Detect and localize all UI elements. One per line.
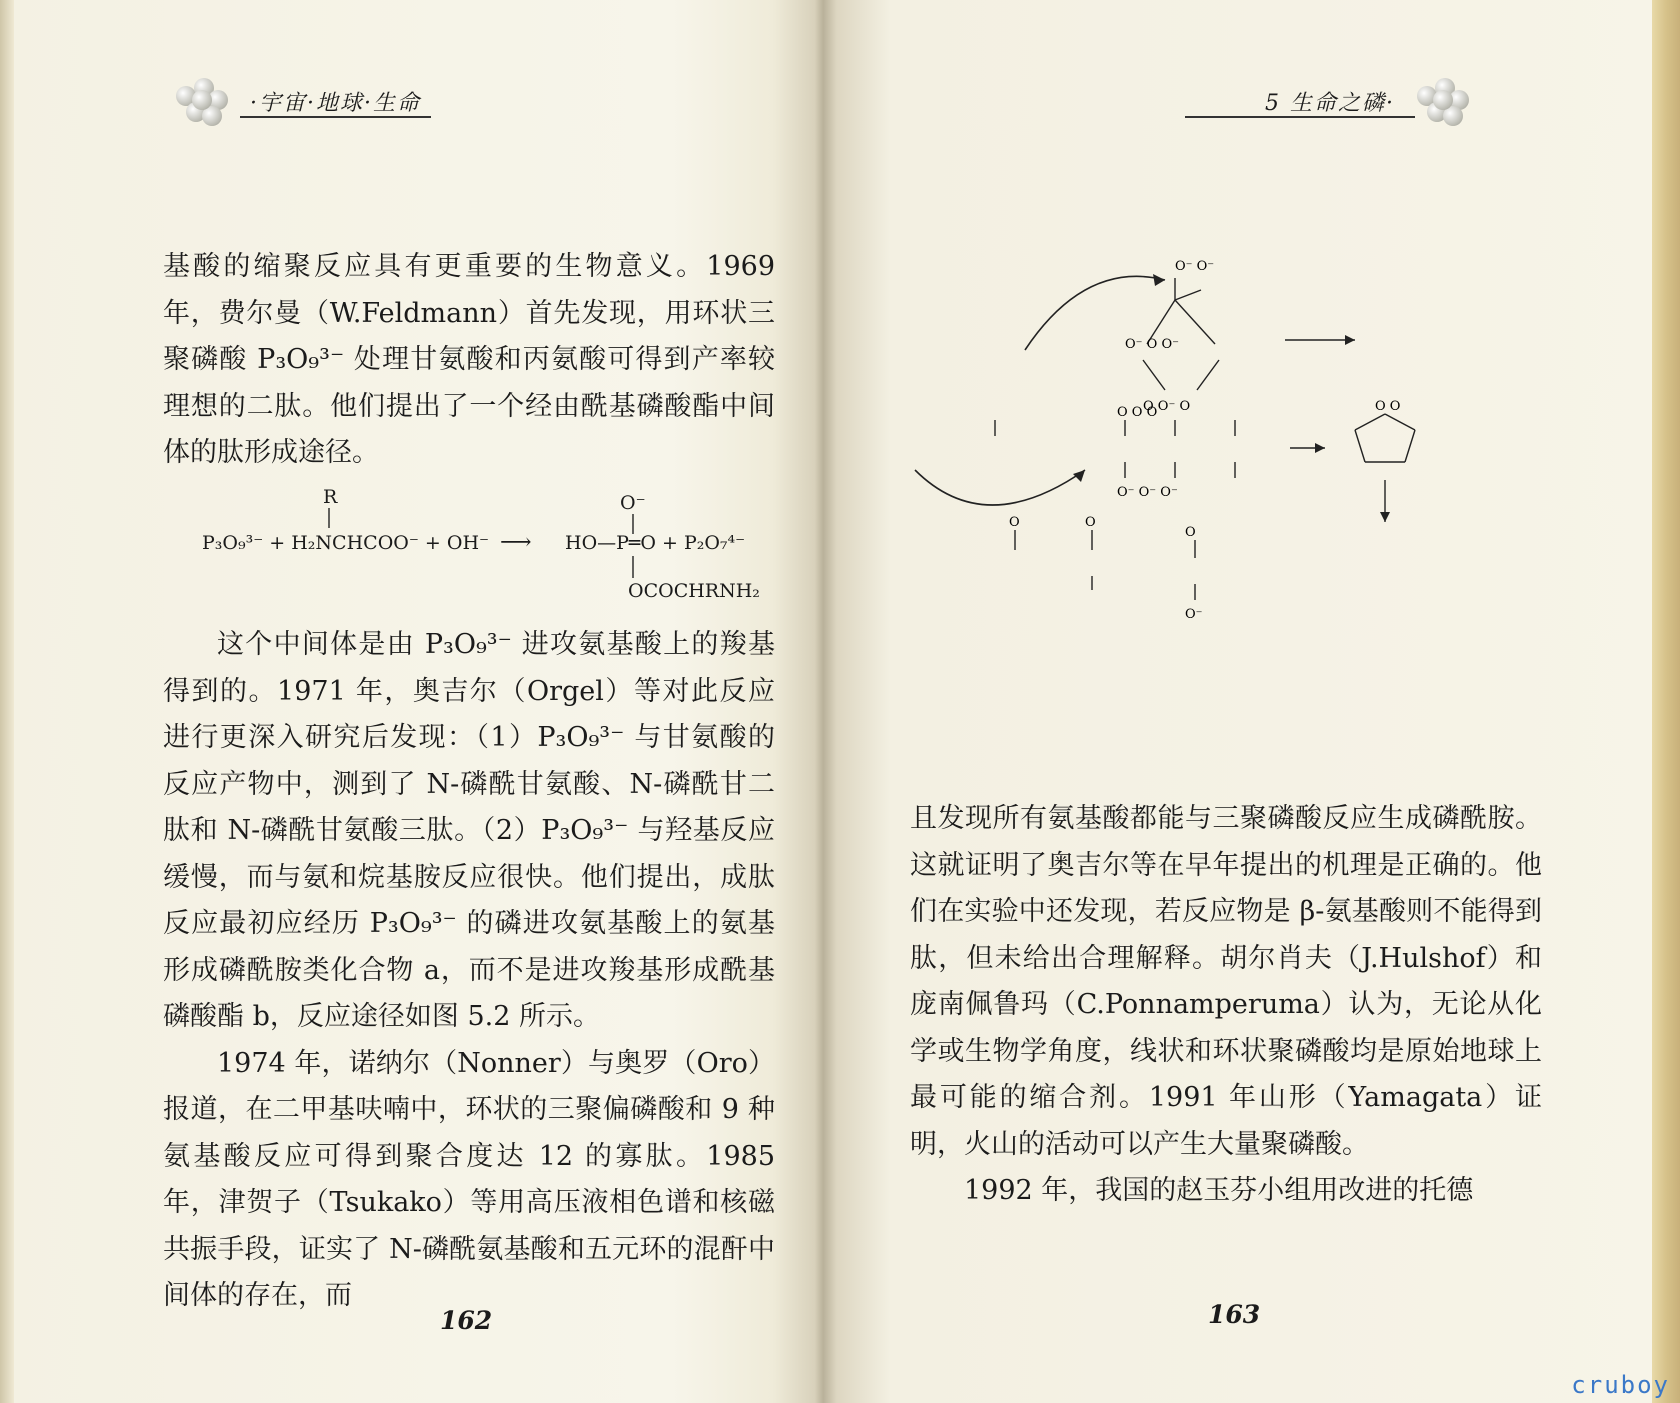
- bond-line: [631, 514, 635, 534]
- bond-line: [327, 508, 331, 528]
- paragraph: 且发现所有氨基酸都能与三聚磷酸反应生成磷酰胺。这就证明了奥吉尔等在早年提出的机理是正确的。他们在实验中还发现，若反应物是 β-氨基酸则不能得到肽，但未给出合理解释。胡尔肖夫（J.Hulshof）和庞南佩鲁玛（C.Ponnamperuma）认为，无论从化学或生物学角度，线状和环状聚磷酸均是原始地球上最可能的缩合剂。1991 年山形（Yamagata）证明，火山的活动可以产生大量聚磷酸。: [910, 803, 1542, 1160]
- reaction-arrow: ⟶: [500, 530, 532, 555]
- equation-products: HO—P═O + P₂O₇⁴⁻: [565, 532, 746, 554]
- equation-reactants: P₃O₉³⁻ + H₂NCHCOO⁻ + OH⁻: [202, 532, 490, 554]
- svg-text:O O⁻ O: O O⁻ O: [1143, 399, 1191, 414]
- watermark: cruboy: [1571, 1371, 1670, 1399]
- paragraph: 1992 年，我国的赵玉芬小组用改进的托德: [964, 1175, 1474, 1206]
- svg-text:O⁻: O⁻: [1185, 607, 1203, 622]
- right-header: [1265, 72, 1471, 130]
- svg-text:O⁻ O⁻ O⁻: O⁻ O⁻ O⁻: [1117, 485, 1178, 500]
- left-text-block-1: [163, 244, 775, 477]
- ester-group: OCOCHRNH₂: [628, 580, 760, 602]
- svg-text:O: O: [1085, 515, 1096, 530]
- paragraph: 这个中间体是由 P₃O₉³⁻ 进攻氨基酸上的羧基得到的。1971 年，奥吉尔（Orgel）等对此反应进行更深入研究后发现：（1）P₃O₉³⁻ 与甘氨酸的反应产物中，测到了 N-磷酰甘氨酸、N-磷酰甘二肽和 N-磷酰甘氨酸三肽。（2）P₃O₉³⁻ 与羟基反应缓慢，而与氨和烷基胺反应很快。他们提出，成肽反应最初应经历 P₃O₉³⁻ 的磷进攻氨基酸上的氨基形成磷酰胺类化合物 a，而不是进攻羧基形成酰基磷酸酯 b，反应途径如图 5.2 所示。: [163, 629, 775, 1032]
- oxide-group: O⁻: [620, 492, 646, 514]
- right-page-number: 163: [1208, 1300, 1261, 1329]
- left-page-number: 162: [440, 1306, 493, 1335]
- phosphate-chain-bonds: [995, 420, 1235, 478]
- mixed-anhydride-ring: [1355, 414, 1415, 462]
- right-text-block: [910, 796, 1542, 1215]
- svg-text:O O: O O: [1375, 399, 1401, 414]
- svg-text:O O O: O O O: [1117, 405, 1158, 420]
- svg-text:O: O: [1185, 525, 1196, 540]
- ring-o-label: O⁻ O O⁻: [1125, 337, 1179, 352]
- header-rule: [1185, 116, 1415, 118]
- substituent-r: R: [323, 486, 338, 508]
- left-text-block-2: [163, 622, 775, 1320]
- left-page: [0, 0, 825, 1403]
- paragraph: 基酸的缩聚反应具有更重要的生物意义。1969 年，费尔曼（W.Feldmann）首先发现，用环状三聚磷酸 P₃O₉³⁻ 处理甘氨酸和丙氨酸可得到产率较理想的二肽。他们提出了一个经由酰基磷酸酯中间体的肽形成途径。: [163, 251, 775, 468]
- atom-cluster-logo: [1413, 72, 1471, 130]
- right-header-title: 5 生命之磷·: [1265, 90, 1395, 116]
- left-header-title: ·宇宙·地球·生命: [250, 90, 421, 116]
- arrow-head: [1153, 274, 1165, 286]
- bond-line: [631, 556, 635, 578]
- acyl-phosphate-bonds: [1015, 530, 1092, 590]
- atom-cluster-logo: [172, 72, 230, 130]
- cyclization-arrow: [915, 470, 1085, 505]
- svg-text:O⁻ O⁻: O⁻ O⁻: [1175, 259, 1215, 274]
- header-rule: [240, 116, 431, 118]
- paragraph: 1974 年，诺纳尔（Nonner）与奥罗（Oro）报道，在二甲基呋喃中，环状的三聚偏磷酸和 9 种氨基酸反应可得到聚合度达 12 的寡肽。1985 年，津贺子（Tsukako）等用高压液相色谱和核磁共振手段，证实了 N-磷酰氨基酸和五元环的混酐中间体的存在，而: [163, 1047, 775, 1311]
- trimetaphosphate-ring: [1143, 278, 1219, 390]
- reaction-scheme-diagram: [885, 240, 1445, 700]
- left-header: [172, 72, 421, 130]
- right-page: [825, 0, 1680, 1403]
- svg-text:O: O: [1009, 515, 1020, 530]
